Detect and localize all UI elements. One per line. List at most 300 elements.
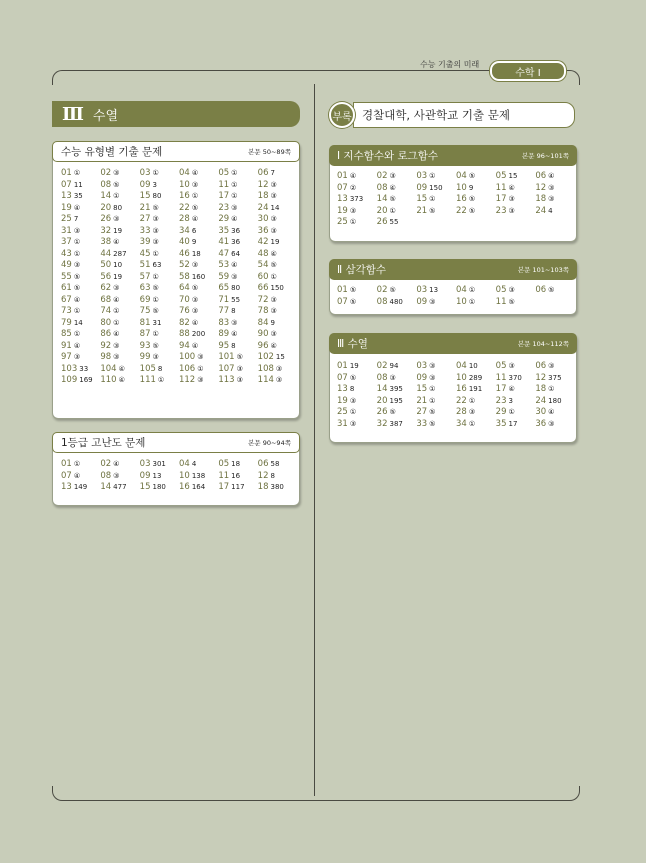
answer-value: 287 xyxy=(113,249,127,258)
answer-item xyxy=(535,373,575,385)
question-number: 04 xyxy=(178,459,190,469)
question-number: 12 xyxy=(535,372,547,383)
answer-item xyxy=(218,318,257,330)
answer-item xyxy=(377,297,417,309)
answer-item xyxy=(496,206,536,218)
question-number: 11 xyxy=(495,182,507,193)
answer-item xyxy=(140,203,179,215)
answer-value: ③ xyxy=(231,318,238,327)
answer-item xyxy=(179,168,218,180)
answer-value: ① xyxy=(191,192,199,200)
answer-value: 370 xyxy=(508,373,522,382)
question-number: 29 xyxy=(218,214,230,224)
question-number: 52 xyxy=(178,260,190,270)
answer-item xyxy=(100,283,139,295)
answer-item xyxy=(61,226,100,238)
answer-box-title: Ⅰ 지수함수와 로그함수 xyxy=(337,150,439,162)
answer-item xyxy=(496,285,536,297)
answer-item xyxy=(258,283,297,295)
answer-value: ③ xyxy=(197,353,204,361)
answer-value: ④ xyxy=(191,341,199,350)
answer-value: 9 xyxy=(270,318,275,327)
question-number: 26 xyxy=(376,407,388,417)
question-number: 89 xyxy=(218,329,230,339)
answer-value: ④ xyxy=(73,295,81,304)
answer-value: 80 xyxy=(152,192,162,200)
answer-item xyxy=(61,272,100,284)
question-number: 57 xyxy=(139,271,151,282)
answer-item xyxy=(61,260,100,272)
answer-value: ④ xyxy=(113,295,120,304)
answer-item xyxy=(140,352,179,364)
answer-value: 3 xyxy=(508,396,513,405)
question-number: 15 xyxy=(416,384,428,394)
question-number: 08 xyxy=(376,372,388,383)
question-number: 03 xyxy=(139,459,151,469)
answer-value: ④ xyxy=(113,238,120,246)
answer-box-title: Ⅲ 수열 xyxy=(337,338,368,350)
answer-value: 31 xyxy=(152,318,162,327)
answer-value: ⑤ xyxy=(113,180,120,189)
answer-value: 10 xyxy=(468,362,478,370)
answer-item xyxy=(258,482,297,494)
question-number: 16 xyxy=(178,191,190,201)
answer-item xyxy=(61,168,100,180)
question-number: 25 xyxy=(337,407,348,417)
answer-value: ③ xyxy=(275,376,283,384)
answer-item xyxy=(100,180,139,192)
answer-value: 387 xyxy=(389,419,403,428)
question-number: 39 xyxy=(139,237,151,247)
answer-value: 4 xyxy=(191,460,197,468)
answer-value: 15 xyxy=(275,353,285,361)
answer-value: ③ xyxy=(270,192,277,200)
answer-item xyxy=(140,249,179,261)
answer-item xyxy=(179,260,218,272)
question-number: 83 xyxy=(218,317,230,328)
question-number: 19 xyxy=(61,202,72,213)
answer-grid xyxy=(61,168,297,387)
answer-item xyxy=(535,285,575,297)
answer-item xyxy=(61,180,100,192)
answer-item xyxy=(179,191,218,203)
question-number: 77 xyxy=(218,306,230,316)
question-number: 20 xyxy=(376,395,388,406)
answer-value: ① xyxy=(73,330,81,338)
answer-item xyxy=(258,471,297,483)
question-number: 114 xyxy=(257,375,274,385)
question-number: 75 xyxy=(139,306,151,316)
answer-item xyxy=(258,306,297,318)
answer-item xyxy=(218,352,257,364)
question-number: 32 xyxy=(376,418,388,429)
answer-item xyxy=(218,191,257,203)
question-number: 17 xyxy=(218,191,230,201)
question-number: 108 xyxy=(257,363,274,374)
answer-value: ③ xyxy=(113,215,120,223)
answer-value: ① xyxy=(231,169,238,177)
answer-value: 195 xyxy=(389,396,403,405)
question-number: 07 xyxy=(337,372,348,383)
answer-item xyxy=(416,206,456,218)
answer-value: 395 xyxy=(389,385,403,393)
question-number: 33 xyxy=(139,225,151,236)
answer-value: ⑤ xyxy=(429,419,436,428)
answer-item xyxy=(61,249,100,261)
answer-item xyxy=(337,396,377,408)
answer-value: ③ xyxy=(73,353,81,361)
question-number: 94 xyxy=(178,340,190,351)
question-number: 100 xyxy=(178,352,196,362)
answer-value: ① xyxy=(197,364,204,373)
answer-item xyxy=(218,471,257,483)
question-number: 36 xyxy=(535,418,547,429)
question-number: 16 xyxy=(456,194,467,204)
question-number: 04 xyxy=(456,285,467,295)
answer-value: ③ xyxy=(236,364,243,373)
answer-value: ⑤ xyxy=(548,286,555,294)
question-number: 63 xyxy=(139,283,151,293)
answer-item xyxy=(377,419,417,431)
question-number: 97 xyxy=(61,352,72,362)
answer-item xyxy=(377,171,417,183)
answer-item xyxy=(416,297,456,309)
question-number: 10 xyxy=(456,182,467,193)
answer-item xyxy=(140,272,179,284)
question-number: 86 xyxy=(100,329,112,339)
question-number: 67 xyxy=(61,294,72,305)
appendix-badge: 부록 xyxy=(329,102,355,128)
question-number: 13 xyxy=(337,194,348,204)
answer-item xyxy=(179,318,218,330)
answer-item xyxy=(100,459,139,471)
question-number: 10 xyxy=(178,179,190,190)
question-number: 72 xyxy=(257,294,269,305)
answer-item xyxy=(218,364,257,376)
question-number: 05 xyxy=(495,285,507,295)
answer-value: ③ xyxy=(429,297,436,306)
question-number: 26 xyxy=(100,214,112,224)
answer-value: ⑤ xyxy=(508,297,515,306)
answer-box-header xyxy=(52,432,300,453)
answer-value: ④ xyxy=(231,261,238,269)
answer-value: ③ xyxy=(270,295,277,304)
appendix-title: 경찰대학, 사관학교 기출 문제 xyxy=(353,102,575,128)
answer-item xyxy=(140,318,179,330)
answer-item xyxy=(258,214,297,226)
answer-value: ③ xyxy=(548,362,555,370)
answer-value: ③ xyxy=(73,226,81,235)
answer-value: ④ xyxy=(73,203,81,212)
answer-value: ⑤ xyxy=(191,284,199,292)
answer-item xyxy=(100,375,139,387)
question-number: 16 xyxy=(178,482,190,492)
question-number: 15 xyxy=(139,191,151,201)
answer-value: ③ xyxy=(152,353,159,361)
question-number: 06 xyxy=(535,171,547,181)
question-number: 35 xyxy=(495,418,507,429)
answer-value: ① xyxy=(270,272,277,281)
question-number: 60 xyxy=(257,271,269,282)
answer-item xyxy=(218,482,257,494)
answer-item xyxy=(258,191,297,203)
answer-item xyxy=(179,341,218,353)
answer-value: ③ xyxy=(73,261,81,269)
question-number: 50 xyxy=(100,260,112,270)
answer-item xyxy=(100,249,139,261)
answer-value: ③ xyxy=(152,238,159,246)
answer-value: 9 xyxy=(468,183,474,192)
answer-item xyxy=(496,361,536,373)
question-number: 25 xyxy=(61,214,72,224)
answer-value: ③ xyxy=(468,408,476,416)
question-number: 30 xyxy=(535,407,547,417)
answer-value: 14 xyxy=(270,203,280,212)
question-number: 04 xyxy=(178,168,190,178)
question-number: 20 xyxy=(376,205,388,216)
question-number: 82 xyxy=(178,317,190,328)
question-number: 02 xyxy=(100,168,112,178)
question-number: 73 xyxy=(61,306,72,316)
answer-value: ⑤ xyxy=(468,195,476,203)
answer-item xyxy=(140,180,179,192)
answer-value: ① xyxy=(73,169,81,177)
answer-value: ④ xyxy=(508,385,515,393)
answer-box-pages: 본문 96~101쪽 xyxy=(521,152,569,160)
question-number: 21 xyxy=(416,395,428,406)
answer-value: 191 xyxy=(468,385,483,393)
answer-item xyxy=(456,183,496,195)
answer-value: 13 xyxy=(152,471,162,480)
answer-value: ① xyxy=(157,376,165,384)
answer-item xyxy=(377,373,417,385)
question-number: 68 xyxy=(100,294,112,305)
answer-value: ⑤ xyxy=(152,341,159,350)
answer-item xyxy=(140,260,179,272)
question-number: 06 xyxy=(257,168,269,178)
answer-value: 55 xyxy=(389,218,399,226)
question-number: 18 xyxy=(535,384,547,394)
answer-value: ③ xyxy=(191,307,199,315)
question-number: 08 xyxy=(376,182,388,193)
answer-value: ⑤ xyxy=(389,286,396,294)
chapter-header xyxy=(52,101,300,127)
question-number: 88 xyxy=(178,329,190,339)
column-divider xyxy=(314,84,315,796)
question-number: 09 xyxy=(139,470,151,481)
question-number: 11 xyxy=(218,179,230,190)
answer-value: ① xyxy=(468,396,476,405)
question-number: 17 xyxy=(495,384,507,394)
answer-item xyxy=(337,297,377,309)
question-number: 28 xyxy=(456,407,467,417)
question-number: 12 xyxy=(257,179,269,190)
answer-grid xyxy=(61,459,297,494)
answer-value: 150 xyxy=(429,183,443,192)
question-number: 111 xyxy=(139,375,156,385)
answer-value: 117 xyxy=(231,483,245,491)
answer-grid xyxy=(337,285,575,308)
answer-value: 373 xyxy=(349,195,364,203)
answer-item xyxy=(377,183,417,195)
answer-value: 13 xyxy=(429,286,439,294)
question-number: 70 xyxy=(178,294,190,305)
answer-value: 7 xyxy=(270,169,275,177)
question-number: 58 xyxy=(178,271,190,282)
answer-item xyxy=(218,168,257,180)
answer-item xyxy=(179,306,218,318)
answer-value: ③ xyxy=(508,206,515,215)
question-number: 09 xyxy=(139,179,151,190)
answer-item xyxy=(456,419,496,431)
answer-item xyxy=(179,482,218,494)
question-number: 14 xyxy=(376,194,388,204)
answer-value: ④ xyxy=(191,169,199,177)
question-number: 30 xyxy=(257,214,269,224)
question-number: 27 xyxy=(416,407,428,417)
question-number: 04 xyxy=(456,171,467,181)
answer-item xyxy=(456,206,496,218)
answer-value: ⑤ xyxy=(429,206,436,215)
answer-value: ① xyxy=(468,297,476,306)
answer-value: 11 xyxy=(73,180,83,189)
answer-item xyxy=(61,283,100,295)
answer-item xyxy=(535,419,575,431)
answer-box-header xyxy=(329,259,577,280)
question-number: 02 xyxy=(100,459,112,469)
question-number: 23 xyxy=(495,205,507,216)
answer-value: ④ xyxy=(231,215,238,223)
question-number: 49 xyxy=(61,260,72,270)
answer-item xyxy=(258,249,297,261)
question-number: 69 xyxy=(139,294,151,305)
answer-box-pages: 본문 50~89쪽 xyxy=(248,148,291,156)
answer-item xyxy=(179,214,218,226)
answer-value: 10 xyxy=(113,261,123,269)
question-number: 31 xyxy=(61,225,72,236)
answer-value: 19 xyxy=(349,362,359,370)
answer-item xyxy=(337,373,377,385)
question-number: 15 xyxy=(416,194,428,204)
question-number: 09 xyxy=(416,372,428,383)
answer-item xyxy=(337,171,377,183)
answer-item xyxy=(100,272,139,284)
question-number: 28 xyxy=(178,214,190,224)
question-number: 53 xyxy=(218,260,230,270)
answer-item xyxy=(258,295,297,307)
question-number: 27 xyxy=(139,214,151,224)
answer-value: ③ xyxy=(270,215,277,223)
answer-box-pages: 본문 90~94쪽 xyxy=(248,439,291,447)
answer-item xyxy=(416,384,456,396)
answer-item xyxy=(179,471,218,483)
answer-item xyxy=(61,214,100,226)
answer-item xyxy=(179,459,218,471)
answer-grid xyxy=(337,361,575,430)
answer-value: 7 xyxy=(73,215,79,223)
question-number: 01 xyxy=(337,285,348,295)
answer-item xyxy=(140,471,179,483)
answer-item xyxy=(140,329,179,341)
answer-value: 8 xyxy=(231,307,236,315)
question-number: 14 xyxy=(100,191,112,201)
answer-item xyxy=(535,194,575,206)
answer-value: 8 xyxy=(349,385,355,393)
answer-item xyxy=(456,297,496,309)
question-number: 101 xyxy=(218,352,235,362)
answer-value: ③ xyxy=(113,471,120,480)
answer-item xyxy=(535,407,575,419)
answer-item xyxy=(100,471,139,483)
question-number: 03 xyxy=(416,171,428,181)
answer-value: ③ xyxy=(152,226,159,235)
answer-value: 18 xyxy=(231,460,241,468)
answer-value: ③ xyxy=(231,203,238,212)
answer-value: 8 xyxy=(157,364,163,373)
answer-item xyxy=(258,341,297,353)
answer-item xyxy=(61,341,100,353)
answer-value: 3 xyxy=(152,180,157,189)
question-number: 92 xyxy=(100,340,112,351)
answer-item xyxy=(140,226,179,238)
answer-item xyxy=(416,183,456,195)
answer-item xyxy=(218,329,257,341)
answer-item xyxy=(61,459,100,471)
question-number: 05 xyxy=(495,361,507,371)
answer-item xyxy=(377,206,417,218)
question-number: 13 xyxy=(337,384,348,394)
answer-value: 36 xyxy=(231,238,241,246)
answer-item xyxy=(218,341,257,353)
question-number: 55 xyxy=(61,271,72,282)
answer-item xyxy=(337,361,377,373)
appendix-header xyxy=(329,102,575,128)
answer-item xyxy=(218,260,257,272)
answer-item xyxy=(496,171,536,183)
question-number: 93 xyxy=(139,340,151,351)
answer-item xyxy=(61,471,100,483)
answer-item xyxy=(535,396,575,408)
question-number: 78 xyxy=(257,306,269,316)
answer-item xyxy=(416,396,456,408)
answer-item xyxy=(140,364,179,376)
answer-item xyxy=(535,171,575,183)
answer-item xyxy=(100,329,139,341)
question-number: 104 xyxy=(100,363,117,374)
answer-value: ⑤ xyxy=(349,297,357,306)
question-number: 56 xyxy=(100,271,112,282)
answer-value: ⑤ xyxy=(349,373,357,382)
answer-value: 180 xyxy=(152,483,166,491)
answer-item xyxy=(100,364,139,376)
answer-item xyxy=(258,375,297,387)
question-number: 103 xyxy=(61,363,78,374)
answer-value: ④ xyxy=(118,364,125,373)
answer-item xyxy=(258,260,297,272)
question-number: 107 xyxy=(218,363,235,374)
question-number: 87 xyxy=(139,329,151,339)
answer-value: ① xyxy=(349,408,357,416)
answer-item xyxy=(100,306,139,318)
answer-value: ① xyxy=(152,272,159,281)
answer-item xyxy=(416,361,456,373)
answer-item xyxy=(140,191,179,203)
answer-item xyxy=(377,194,417,206)
question-number: 17 xyxy=(218,482,230,492)
question-number: 80 xyxy=(100,317,112,328)
answer-value: ⑤ xyxy=(429,408,436,416)
question-number: 02 xyxy=(376,171,388,181)
